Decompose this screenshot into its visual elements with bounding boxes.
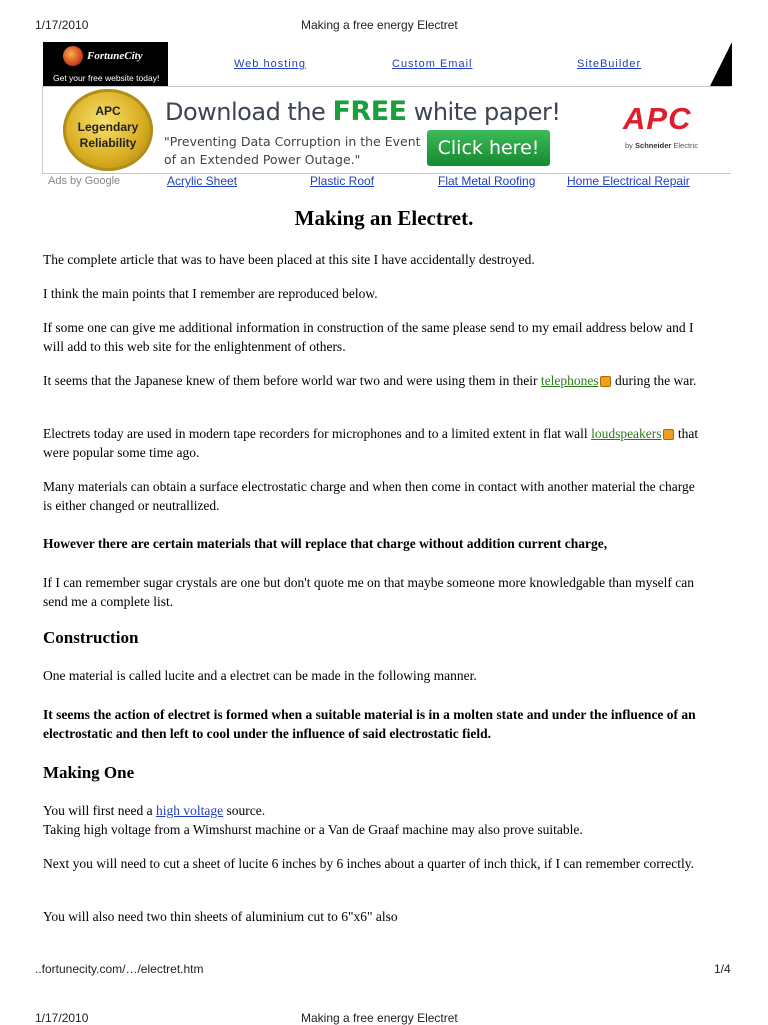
apc-reliability-seal [63, 89, 153, 171]
apc-quote: "Preventing Data Corruption in the Event of an Extended Power Outage." [164, 134, 421, 167]
seal-line-2: Legendary [77, 120, 139, 134]
article-title: Making an Electret. [294, 206, 474, 230]
apc-banner-ad[interactable] [42, 86, 731, 174]
paragraph-11-line-2: Taking high voltage from a Wimshurst machine or a Van de Graaf machine may also prove suitable. [43, 822, 583, 837]
p5-text-pre: Electrets today are used in modern tape recorders for microphones and to a limited extent in flat wall [43, 426, 592, 441]
paragraph-11 [43, 801, 703, 820]
globe-icon [63, 46, 83, 66]
paragraph-6: Many materials can obtain a surface electrostatic charge and when then come in contact with another material the charge is either changed or neutrallized. [43, 479, 695, 513]
seal-line-3: Reliability [79, 136, 137, 150]
paragraph-13: You will also need two thin sheets of aluminium cut to 6"x6" also [43, 909, 398, 924]
print-title: Making a free energy Electret [301, 18, 458, 32]
paragraph-7-bold: However there are certain materials that will replace that charge without addition current charge, [43, 536, 608, 551]
byline-suffix: Electric [671, 141, 698, 150]
decorative-corner [710, 42, 732, 86]
telephones-link[interactable]: telephones [540, 373, 599, 388]
ad-keyword-icon[interactable] [663, 429, 674, 440]
p11-text-post: source. [223, 803, 266, 818]
schneider-electric-byline [625, 141, 698, 150]
next-page-date: 1/17/2010 [35, 1011, 89, 1025]
apc-headline [165, 96, 560, 127]
p11-text-pre: You will first need a [43, 803, 156, 818]
fortunecity-brand: FortuneCity [87, 50, 143, 62]
ad-keyword-icon[interactable] [600, 376, 611, 387]
paragraph-12: Next you will need to cut a sheet of lucite 6 inches by 6 inches about a quarter of inch thick, if I can remember correctly. [43, 856, 695, 871]
byline-by: by [625, 141, 636, 150]
p4-text-pre: It seems that the Japanese knew of them before world war two and were using them in their [43, 373, 541, 388]
ad-link-acrylic-sheet[interactable]: Acrylic Sheet [167, 174, 238, 188]
ad-link-home-electrical-repair[interactable]: Home Electrical Repair [567, 174, 690, 188]
link-custom-email[interactable]: Custom Email [392, 58, 473, 70]
paragraph-4 [43, 371, 703, 390]
seal-line-1: APC [95, 104, 121, 118]
print-date: 1/17/2010 [35, 18, 89, 32]
ads-by-google-label[interactable]: Ads by Google [48, 175, 121, 187]
paragraph-8: If I can remember sugar crystals are one but don't quote me on that maybe someone more knowledgable than myself can send me a complete list. [43, 575, 694, 609]
headline-free: FREE [332, 96, 407, 127]
byline-brand: Schneider [635, 141, 672, 150]
paragraph-10-bold: It seems the action of electret is formed when a suitable material is in a molten state and under the influence of an electrostatic and then left to cool under the influence of said electrostatic field. [43, 707, 696, 741]
heading-construction: Construction [43, 628, 139, 647]
p4-text-post: during the war. [611, 373, 697, 388]
link-web-hosting[interactable]: Web hosting [234, 58, 306, 70]
paragraph-3: If some one can give me additional information in construction of the same please send to my email address below and I will add to this web site for the enlightenment of others. [43, 320, 694, 354]
p5-text-post: that were popular some time ago. [43, 426, 699, 460]
heading-making-one: Making One [43, 763, 135, 782]
paragraph-9: One material is called lucite and a electret can be made in the following manner. [43, 668, 477, 683]
ad-link-plastic-roof[interactable]: Plastic Roof [310, 174, 375, 188]
high-voltage-link[interactable]: high voltage [156, 803, 224, 818]
headline-post: white paper! [406, 98, 561, 126]
headline-pre: Download the [165, 98, 333, 126]
paragraph-5 [43, 424, 703, 462]
paragraph-2: I think the main points that I remember are reproduced below. [43, 286, 378, 301]
fortunecity-tagline: Get your free website today! [53, 73, 160, 83]
apc-logo: APC [623, 101, 692, 136]
next-page-title: Making a free energy Electret [301, 1011, 458, 1025]
click-here-button[interactable]: Click here! [427, 130, 550, 166]
paragraph-1: The complete article that was to have been placed at this site I have accidentally destroyed. [43, 252, 535, 267]
footer-url: ..fortunecity.com/…/electret.htm [35, 962, 204, 976]
fortunecity-logo[interactable] [43, 42, 168, 86]
footer-page-number: 1/4 [714, 962, 731, 976]
link-sitebuilder[interactable]: SiteBuilder [577, 58, 642, 70]
loudspeakers-link[interactable]: loudspeakers [591, 426, 662, 441]
ad-link-flat-metal-roofing[interactable]: Flat Metal Roofing [438, 174, 536, 188]
